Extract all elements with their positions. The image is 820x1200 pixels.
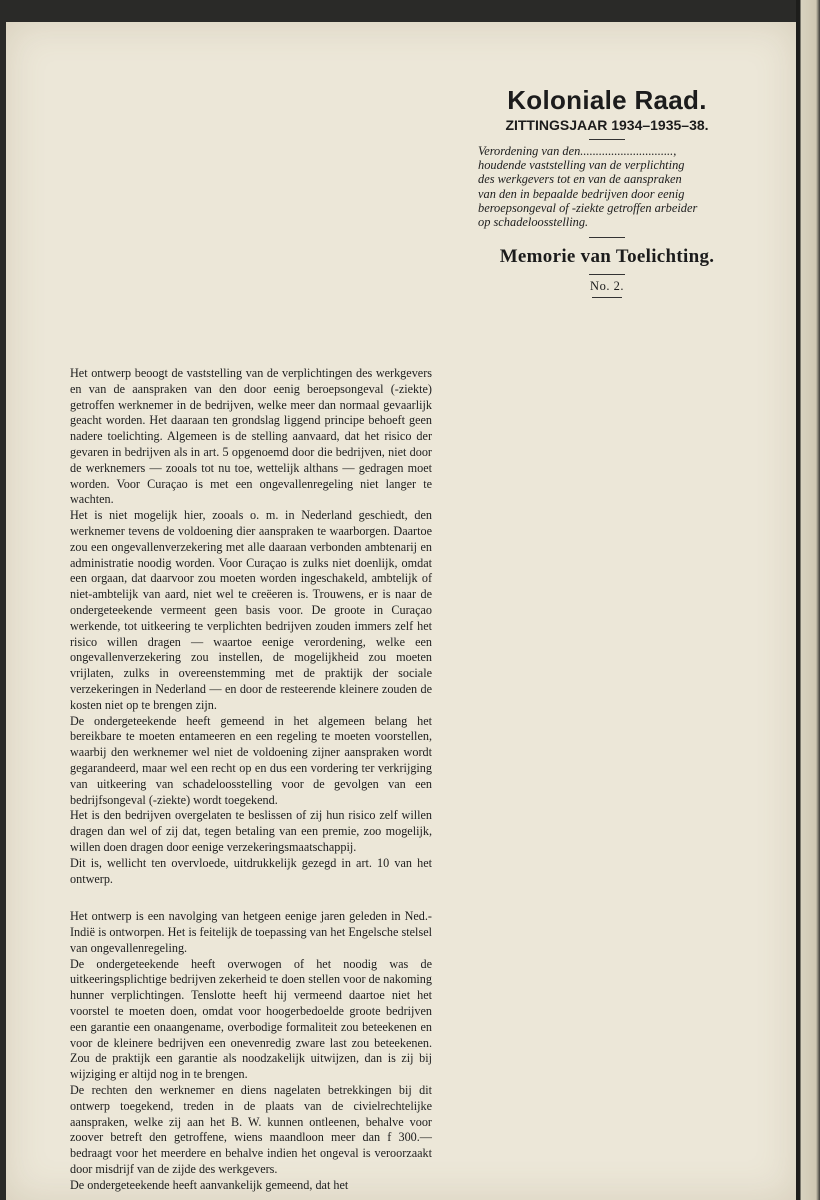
section-gap bbox=[70, 887, 432, 909]
paragraph: De ondergeteekende heeft aanvankelijk gemeend, dat het bbox=[70, 1177, 349, 1192]
next-page-edge bbox=[796, 0, 820, 1200]
decree-line: van den in bepaalde bedrijven door eenig bbox=[478, 186, 685, 201]
decree-description bbox=[478, 144, 738, 229]
paragraph: Het is niet mogelijk hier, zooals o. m. in Nederland geschiedt, den werknemer tevens de voldoening dier aanspraken te waarborgen. Daartoe zou een ongevallenverzekering met alle daaraan verbonden ambtenarij en administratie noodig worden. Voor Curaçao is zulks niet doenlijk, omdat een orgaan, dat daarvoor zou moeten worden ingeschakeld, ambtelijk of niet-ambtelijk van aard, niet wel te creëeren is. Trouwens, er is naar de ondergeteekende vermeent geen basis voor. De groote in Curaçao werkende, tot uitkeering te verplichten bedrijven zouden immers zelf het risico willen dragen — waartoe eenige verordening, welke een ongevallenverzekering zou instellen, de mogelijkheid zou moeten vrijlaten, zulks in overeenstemming met de praktijk der sociale verzekeringen in Nederland — en door de resteerende kleinere zouden de kosten niet op te brengen zijn. bbox=[70, 508, 432, 712]
memo-title: Memorie van Toelichting. bbox=[499, 246, 715, 268]
decree-line: des werkgevers tot en van de aanspraken bbox=[478, 172, 682, 187]
decree-line: houdende vaststelling van de verplichting bbox=[478, 158, 685, 173]
paragraph: Het ontwerp beoogt de vaststelling van de verplichtingen des werkgevers en van de aanspraken van den door eenig beroepsongeval (-ziekte) getroffen werknemer in de bedrijven, welke meer dan normaal gevaarlijk geacht worden. Het daaraan ten grondslag liggend principe behoeft geen nadere toelichting. Algemeen is de stelling aanvaard, dat het risico der gevaren in bedrijven als in art. 5 opgenoemd door die bedrijven, niet door de werknemers — zooals tot nu toe, wettelijk althans — gedragen moet worden. Voor Curaçao is met een ongevallenregeling niet langer te wachten. bbox=[70, 366, 432, 507]
paragraph: Dit is, wellicht ten overvloede, uitdrukkelijk gezegd in art. 10 van het ontwerp. bbox=[70, 855, 432, 886]
document-header bbox=[476, 85, 738, 302]
paragraph: De ondergeteekende heeft gemeend in het algemeen belang het bereikbare te moeten entameeren en een regeling te moeten voorstellen, waarbij den werknemer wel niet de voldoening zijner aanspraken wordt gegarandeerd, maar wel een recht op en dus een vordering ter verkrijging van uitkeering van schadeloosstelling voor de gevolgen van een bedrijfsongeval (-ziekte) wordt toegekend. bbox=[70, 713, 432, 807]
document-page bbox=[6, 22, 796, 1200]
council-title: Koloniale Raad. bbox=[507, 85, 707, 115]
divider bbox=[592, 297, 622, 298]
paragraph: De rechten den werknemer en diens nagelaten betrekkingen bij dit ontwerp toegekend, treden in de plaats van de civielrechtelijke aanspraken, welke zij aan het B. W. kunnen ontleenen, behalve voor zoover betreft den getroffene, wiens maandloon meer dan f 300.— bedraagt voor het meerdere en behalve indien het ongeval is veroorzaakt door misdrijf van de zijde des werkgevers. bbox=[70, 1083, 432, 1177]
divider bbox=[589, 237, 625, 238]
decree-line: op schadeloosstelling. bbox=[478, 215, 589, 230]
decree-line: beroepsongeval of -ziekte getroffen arbeider bbox=[478, 200, 698, 215]
session-year: ZITTINGSJAAR 1934–1935–38. bbox=[505, 117, 709, 133]
document-number: No. 2. bbox=[590, 279, 624, 294]
body-text bbox=[70, 366, 432, 1194]
decree-line: Verordening van den.............................., bbox=[478, 144, 677, 158]
paragraph: Het ontwerp is een navolging van hetgeen eenige jaren geleden in Ned.-Indië is ontworpen. Het is feitelijk de toepassing van het Engelsche stelsel van ongevallenregeling. bbox=[70, 909, 432, 955]
divider bbox=[589, 139, 625, 140]
paragraph: Het is den bedrijven overgelaten te beslissen of zij hun risico zelf willen dragen dan wel of zij dat, tegen betaling van een premie, zoo mogelijk, willen doen dragen door eenige verzekeringsmaatschappij. bbox=[70, 808, 432, 854]
paragraph: De ondergeteekende heeft overwogen of het noodig was de uitkeeringsplichtige bedrijven zekerheid te doen stellen voor de nakoming hunner verplichtingen. Tenslotte heeft hij vermeend daartoe niet het voorstel te moeten doen, omdat voor hoogerbedoelde groote bedrijven een garantie een onaangename, overbodige formaliteit zou beteekenen en voor de kleinere bedrijven een onevenredig zware last zou beteekenen. Zou de praktijk een garantie als noodzakelijk uitwijzen, dan is zij bij wijziging er altijd nog in te brengen. bbox=[70, 956, 432, 1082]
divider bbox=[589, 274, 625, 275]
